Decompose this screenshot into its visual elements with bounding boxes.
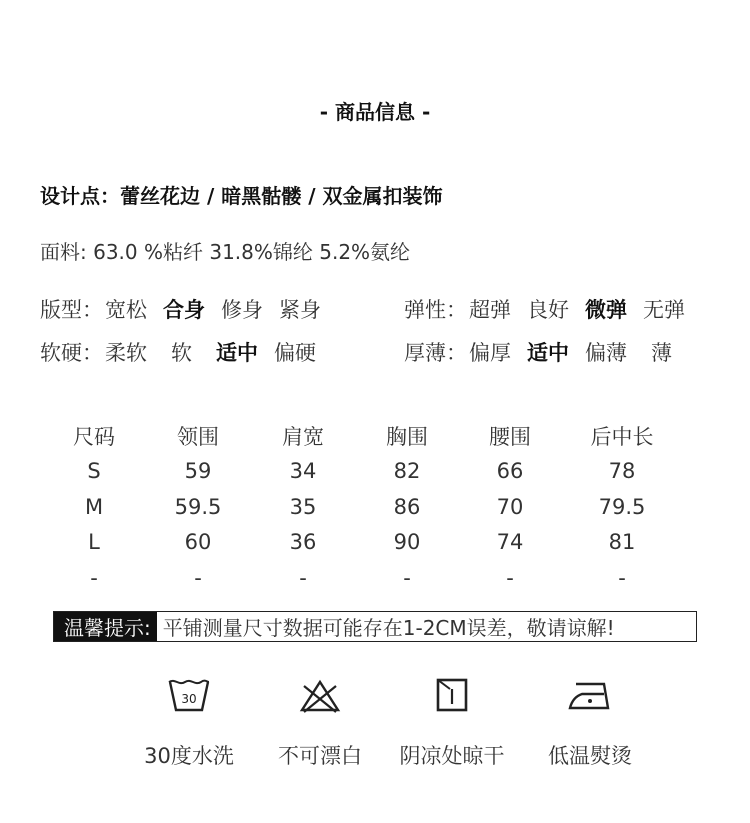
header-collar: 领围 (177, 424, 219, 449)
svg-text:30: 30 (181, 692, 197, 706)
hardness-label: 软硬： (40, 341, 103, 365)
tip-label: 温馨提示: (54, 612, 157, 641)
care-label: 30度水洗 (144, 744, 234, 768)
stretch-label: 弹性： (404, 298, 467, 322)
hardness-option: 软 (171, 341, 192, 365)
table-cell: M (84, 494, 104, 519)
hardness-option: 适中 (216, 341, 258, 365)
thickness-option: 偏薄 (585, 341, 627, 365)
table-cell: 86 (393, 494, 421, 519)
care-shade-dry (393, 676, 511, 770)
stretch-option: 良好 (527, 298, 569, 322)
header-chest: 胸围 (386, 424, 428, 449)
hardness-option: 偏硬 (274, 341, 316, 365)
table-cell: 79.5 (598, 494, 646, 519)
measurement-tip (53, 611, 697, 642)
header-shoulder: 肩宽 (282, 424, 324, 449)
header-waist: 腰围 (489, 424, 531, 449)
care-wash (134, 676, 244, 770)
table-cell: 35 (289, 494, 317, 519)
table-cell: - (299, 565, 307, 590)
stretch-option: 微弹 (585, 298, 627, 322)
thickness-label: 厚薄： (404, 341, 467, 365)
table-cell: 90 (393, 530, 421, 555)
table-row (44, 560, 704, 596)
table-cell: 66 (496, 459, 524, 484)
table-cell: 60 (184, 530, 212, 555)
table-cell: - (506, 565, 514, 590)
header-size: 尺码 (73, 424, 115, 449)
table-cell: 74 (496, 530, 524, 555)
fit-option: 修身 (221, 298, 263, 322)
table-cell: 70 (496, 494, 524, 519)
care-low-iron (535, 676, 645, 770)
table-cell: 78 (608, 459, 636, 484)
table-row (44, 525, 704, 561)
hardness-attribute (40, 338, 316, 366)
table-cell: S (87, 459, 101, 484)
table-cell: - (403, 565, 411, 590)
table-cell: - (194, 565, 202, 590)
shade-dry-icon (430, 676, 474, 716)
care-no-bleach (264, 676, 376, 770)
stretch-option: 无弹 (643, 298, 685, 322)
fit-option: 宽松 (105, 298, 147, 322)
thickness-attribute (404, 338, 672, 366)
fit-attribute (40, 295, 321, 323)
hardness-option: 柔软 (105, 341, 147, 365)
table-cell: - (618, 565, 626, 590)
section-title: - 商品信息 - (319, 100, 431, 124)
table-cell: 59 (184, 459, 212, 484)
care-label: 阴凉处晾干 (399, 744, 505, 768)
stretch-option: 超弹 (469, 298, 511, 322)
table-row (44, 454, 704, 490)
table-cell: L (88, 530, 100, 555)
design-points: 设计点：蕾丝花边 / 暗黑骷髅 / 双金属扣装饰 (40, 184, 443, 208)
table-cell: 59.5 (174, 494, 222, 519)
tip-text: 平铺测量尺寸数据可能存在1-2CM误差，敬请谅解! (162, 616, 615, 640)
size-table (44, 418, 704, 596)
stretch-attribute (404, 295, 685, 323)
thickness-option: 薄 (651, 341, 672, 365)
size-table-header (44, 418, 704, 454)
thickness-option: 适中 (527, 341, 569, 365)
fit-label: 版型： (40, 298, 103, 322)
no-bleach-icon (298, 676, 342, 716)
care-label: 低温熨烫 (548, 744, 632, 768)
wash-30-icon (167, 676, 211, 716)
low-iron-icon (566, 676, 614, 716)
thickness-option: 偏厚 (469, 341, 511, 365)
care-label: 不可漂白 (278, 744, 362, 768)
fit-option: 合身 (163, 298, 205, 322)
table-cell: 34 (289, 459, 317, 484)
fit-option: 紧身 (279, 298, 321, 322)
table-cell: 82 (393, 459, 421, 484)
table-cell: 81 (608, 530, 636, 555)
table-row (44, 489, 704, 525)
table-cell: - (90, 565, 98, 590)
header-back-length: 后中长 (590, 424, 654, 449)
fabric-composition: 面料: 63.0 %粘纤 31.8%锦纶 5.2%氨纶 (40, 240, 411, 264)
table-cell: 36 (289, 530, 317, 555)
